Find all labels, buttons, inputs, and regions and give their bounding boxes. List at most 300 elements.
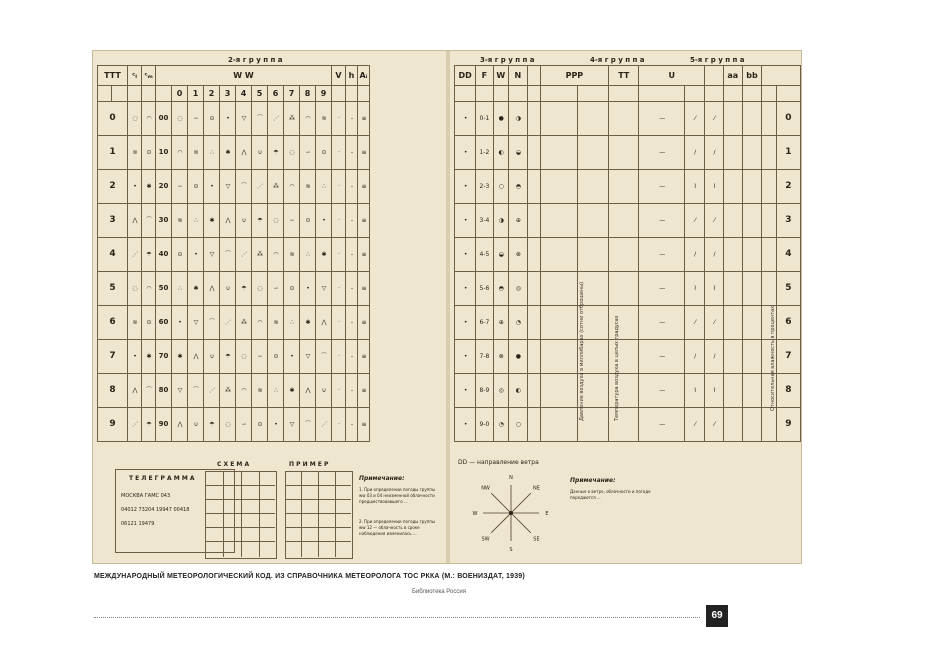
header-cell [527, 66, 540, 86]
compass-spoke [511, 493, 531, 513]
visibility-cell: - [346, 306, 358, 340]
weather-cell: ⊗ [493, 340, 508, 374]
weather-symbol-cell: ∪ [188, 408, 204, 442]
ww-code-cell: 50 [156, 272, 172, 306]
cloud-symbol-cell: ✱ [142, 340, 156, 374]
header-cell [723, 86, 742, 102]
cloud-symbol-cell: ✱ [142, 170, 156, 204]
cloud-amount-cell: ◑ [508, 102, 527, 136]
grid-line [335, 471, 336, 557]
figure-caption: МЕЖДУНАРОДНЫЙ МЕТЕОРОЛОГИЧЕСКИЙ КОД. ИЗ СПРАВОЧНИКА МЕТЕОРОЛОГА ТОС РККА (М.: ВОЕНИЗДАТ, 1939) [94, 573, 525, 580]
tendency-cell: ∕ [685, 136, 705, 170]
tendency-cell: ∕ [685, 340, 705, 374]
visibility-cell: ≡ [358, 306, 370, 340]
compass-spoke [491, 513, 511, 533]
header-cell [156, 86, 172, 102]
weather-symbol-cell: ◠ [236, 374, 252, 408]
weather-symbol-cell: ∽ [188, 102, 204, 136]
ww-code-cell: 00 [156, 102, 172, 136]
weather-symbol-cell: ⌒ [204, 306, 220, 340]
grid-line [301, 471, 302, 557]
vertical-note: Давление воздуха в миллибарах (сотни отброшены) [579, 281, 585, 421]
row-number: 1 [98, 136, 128, 170]
weather-symbol-cell: ≋ [284, 238, 300, 272]
weather-symbol-cell: • [300, 272, 316, 306]
header-cell: W [493, 66, 508, 86]
page-number: 69 [706, 605, 728, 627]
header-cell [742, 86, 761, 102]
visibility-cell: - [346, 170, 358, 204]
weather-symbol-cell: ⊙ [252, 408, 268, 442]
compass-spoke [491, 493, 511, 513]
tendency-cell: ⁄ [685, 204, 705, 238]
cloud-symbol-cell: ⊙ [142, 306, 156, 340]
digit-header: 1 [188, 86, 204, 102]
grid-line [318, 471, 319, 557]
weather-symbol-cell: ✱ [172, 340, 188, 374]
image-credit: Библиотека Россия [412, 589, 466, 595]
weather-symbol-cell: ⋀ [188, 340, 204, 374]
digit-header: 4 [236, 86, 252, 102]
ww-code-cell: 20 [156, 170, 172, 204]
tendency-cell: ∕ [685, 238, 705, 272]
weather-symbol-cell: ∽ [300, 136, 316, 170]
digit-header: 2 [204, 86, 220, 102]
header-cell [577, 86, 609, 102]
cloud-symbol-cell: ◠ [142, 102, 156, 136]
grid-line [205, 485, 275, 486]
tendency-cell: ⁄ [685, 306, 705, 340]
weather-symbol-cell: ▽ [188, 306, 204, 340]
compass-label: W [472, 511, 478, 517]
wind-speed-cell: 6-7 [476, 306, 493, 340]
code-cell [527, 170, 540, 204]
compass-label: N [509, 475, 513, 481]
weather-symbol-cell: ⌒ [220, 238, 236, 272]
weather-cell: ⊕ [493, 306, 508, 340]
example-title: П Р И М Е Р [289, 461, 329, 468]
tendency-cell: ⌇ [685, 170, 705, 204]
weather-symbol-cell: • [316, 204, 332, 238]
weather-symbol-cell: ⋰ [204, 374, 220, 408]
visibility-cell: · [332, 272, 346, 306]
weather-symbol-cell: ⁂ [268, 170, 284, 204]
code-cell [540, 340, 577, 374]
notes-title: Примечание: [359, 475, 405, 482]
weather-symbol-cell: ⋀ [236, 136, 252, 170]
visibility-cell: - [346, 238, 358, 272]
wind-speed-cell: 3-4 [476, 204, 493, 238]
wind-speed-cell: 2-3 [476, 170, 493, 204]
weather-symbol-cell: ◌ [172, 102, 188, 136]
weather-symbol-cell: ∪ [220, 272, 236, 306]
weather-symbol-cell: ⋀ [220, 204, 236, 238]
book-spread [92, 50, 802, 564]
row-number: 6 [98, 306, 128, 340]
weather-symbol-cell: ☂ [204, 408, 220, 442]
weather-symbol-cell: ◌ [220, 408, 236, 442]
humidity-cell: — [639, 340, 685, 374]
weather-symbol-cell: ∴ [284, 306, 300, 340]
compass-label: NW [481, 485, 490, 492]
weather-symbol-cell: ≋ [252, 374, 268, 408]
wind-speed-cell: 1-2 [476, 136, 493, 170]
cloud-amount-cell: ◎ [508, 272, 527, 306]
header-cell: DD [455, 66, 476, 86]
tendency-cell: ∕ [705, 340, 723, 374]
tendency-cell: ⁄ [705, 408, 723, 442]
weather-symbol-cell: ∽ [268, 272, 284, 306]
cloud-symbol-cell: ⋀ [128, 374, 142, 408]
header-cell [705, 66, 723, 86]
compass-center [509, 511, 513, 515]
weather-symbol-cell: ∪ [236, 204, 252, 238]
wind-dir-cell: • [455, 136, 476, 170]
wind-dir-cell: • [455, 272, 476, 306]
header-cell: W W [156, 66, 332, 86]
wind-dir-cell: • [455, 340, 476, 374]
cloud-symbol-cell: ⌒ [142, 374, 156, 408]
weather-cell: ◐ [493, 136, 508, 170]
scheme-title: С Х Е М А [217, 461, 250, 468]
header-cell: V [332, 66, 346, 86]
weather-symbol-cell: ◠ [172, 136, 188, 170]
header-cell: U [639, 66, 705, 86]
vertical-note: Относительная влажность в процентах [770, 305, 776, 411]
wind-rose-diagram [456, 471, 566, 551]
row-number: 7 [98, 340, 128, 374]
weather-symbol-cell: ∪ [252, 136, 268, 170]
notes-title: Примечание: [570, 477, 616, 484]
weather-symbol-cell: ⁂ [236, 306, 252, 340]
compass-label: E [545, 511, 549, 517]
weather-symbol-cell: • [284, 340, 300, 374]
row-number: 7 [776, 340, 800, 374]
code-cell [527, 238, 540, 272]
code-cell [527, 340, 540, 374]
code-cell [742, 272, 761, 306]
tendency-cell: ⁄ [705, 306, 723, 340]
row-number: 6 [776, 306, 800, 340]
visibility-cell: ≡ [358, 272, 370, 306]
code-cell [540, 102, 577, 136]
row-number: 4 [98, 238, 128, 272]
cloud-amount-cell: ○ [508, 408, 527, 442]
weather-symbol-cell: ∽ [284, 204, 300, 238]
grid-line [205, 513, 275, 514]
weather-symbol-cell: ◠ [268, 238, 284, 272]
tendency-cell: ⁄ [685, 102, 705, 136]
tendency-cell: ⁄ [705, 204, 723, 238]
row-number: 8 [776, 374, 800, 408]
wind-dir-cell: • [455, 408, 476, 442]
weather-symbol-cell: ✱ [316, 238, 332, 272]
weather-symbol-cell: ✱ [300, 306, 316, 340]
humidity-cell: — [639, 204, 685, 238]
wind-dir-cell: • [455, 204, 476, 238]
tendency-cell: ⌇ [705, 374, 723, 408]
digit-header: 6 [268, 86, 284, 102]
grid-line [205, 541, 275, 542]
humidity-cell: — [639, 374, 685, 408]
ww-code-cell: 30 [156, 204, 172, 238]
weather-symbol-cell: ☂ [268, 136, 284, 170]
header-cell [508, 86, 527, 102]
cloud-symbol-cell: ⊙ [142, 136, 156, 170]
digit-header: 0 [172, 86, 188, 102]
code-table-left [97, 65, 370, 442]
row-number: 9 [98, 408, 128, 442]
weather-symbol-cell: ⊙ [316, 136, 332, 170]
row-number: 5 [776, 272, 800, 306]
cloud-amount-cell: ◐ [508, 374, 527, 408]
digit-header: 3 [220, 86, 236, 102]
code-cell [742, 136, 761, 170]
code-cell [742, 102, 761, 136]
visibility-cell: · [332, 238, 346, 272]
digit-header: 9 [316, 86, 332, 102]
row-number: 8 [98, 374, 128, 408]
header-cell [493, 86, 508, 102]
weather-symbol-cell: ⁂ [220, 374, 236, 408]
cloud-symbol-cell: ◠ [142, 272, 156, 306]
code-cell [723, 238, 742, 272]
weather-symbol-cell: ⊙ [284, 272, 300, 306]
header-cell [358, 86, 370, 102]
weather-symbol-cell: ⋰ [236, 238, 252, 272]
weather-symbol-cell: ✱ [220, 136, 236, 170]
cloud-amount-cell: ◒ [508, 136, 527, 170]
weather-symbol-cell: ▽ [172, 374, 188, 408]
weather-cell: ◒ [493, 238, 508, 272]
code-cell [540, 306, 577, 340]
weather-symbol-cell: ◌ [268, 204, 284, 238]
humidity-cell: — [639, 170, 685, 204]
weather-symbol-cell: ⊙ [172, 238, 188, 272]
header-cell [476, 86, 493, 102]
weather-symbol-cell: ∴ [316, 170, 332, 204]
visibility-cell: · [332, 374, 346, 408]
cloud-symbol-cell: ☂ [142, 408, 156, 442]
visibility-cell: - [346, 136, 358, 170]
wind-speed-cell: 4-5 [476, 238, 493, 272]
header-cell [332, 86, 346, 102]
visibility-cell: · [332, 136, 346, 170]
visibility-cell: ≡ [358, 204, 370, 238]
weather-cell: ◔ [493, 408, 508, 442]
cloud-amount-cell: ◔ [508, 306, 527, 340]
header-cell [455, 86, 476, 102]
weather-symbol-cell: ⋀ [172, 408, 188, 442]
header-cell: bb [742, 66, 761, 86]
left-page [93, 51, 446, 563]
header-cell [98, 86, 112, 102]
weather-symbol-cell: ▽ [220, 170, 236, 204]
row-number: 0 [98, 102, 128, 136]
header-cell [639, 86, 685, 102]
header-cell [762, 66, 801, 86]
grid-line [241, 471, 242, 557]
weather-symbol-cell: ≋ [268, 306, 284, 340]
header-cell [609, 86, 639, 102]
code-cell [527, 102, 540, 136]
cloud-symbol-cell: ◌ [128, 102, 142, 136]
weather-symbol-cell: ⊙ [268, 340, 284, 374]
code-cell [540, 136, 577, 170]
weather-symbol-cell: ∴ [268, 374, 284, 408]
row-number: 4 [776, 238, 800, 272]
visibility-cell: · [332, 102, 346, 136]
code-cell [723, 408, 742, 442]
code-cell [723, 102, 742, 136]
code-cell [723, 204, 742, 238]
telegram-line: МОСКВА ГАМС 043 [121, 493, 171, 499]
weather-symbol-cell: • [220, 102, 236, 136]
compass-label: SW [481, 536, 490, 543]
weather-cell: ○ [493, 170, 508, 204]
header-cell: h [346, 66, 358, 86]
ww-code-cell: 90 [156, 408, 172, 442]
telegram-title: Т Е Л Е Г Р А М М А [129, 475, 195, 482]
cloud-symbol-cell: ≋ [128, 306, 142, 340]
code-cell [527, 272, 540, 306]
weather-symbol-cell: ⌒ [300, 408, 316, 442]
code-cell [527, 408, 540, 442]
header-cell [540, 86, 577, 102]
header-cell: ᶜₗ [128, 66, 142, 86]
humidity-cell: — [639, 272, 685, 306]
ww-code-cell: 80 [156, 374, 172, 408]
cloud-symbol-cell: • [128, 170, 142, 204]
weather-symbol-cell: ⌒ [316, 340, 332, 374]
weather-symbol-cell: ∪ [204, 340, 220, 374]
code-cell [723, 340, 742, 374]
header-cell [527, 86, 540, 102]
visibility-cell: · [332, 340, 346, 374]
notes-text: 2. При определении погоды группы ww 12 — облачность в сроке наблюдения изменилась ... [359, 519, 436, 536]
cloud-symbol-cell: ⋀ [128, 204, 142, 238]
code-cell [742, 238, 761, 272]
cloud-symbol-cell: ⋰ [128, 238, 142, 272]
cloud-symbol-cell: ⌒ [142, 204, 156, 238]
code-cell [527, 306, 540, 340]
right-page [450, 51, 801, 563]
row-number: 2 [776, 170, 800, 204]
cloud-amount-cell: ● [508, 340, 527, 374]
weather-symbol-cell: ⁂ [284, 102, 300, 136]
row-number: 1 [776, 136, 800, 170]
code-cell [527, 136, 540, 170]
weather-symbol-cell: ⊙ [204, 102, 220, 136]
weather-symbol-cell: ⋀ [316, 306, 332, 340]
wind-dir-cell: • [455, 102, 476, 136]
ww-code-cell: 60 [156, 306, 172, 340]
visibility-cell: ≡ [358, 340, 370, 374]
weather-symbol-cell: ∴ [300, 238, 316, 272]
header-cell: PPP [540, 66, 609, 86]
weather-cell: ◑ [493, 204, 508, 238]
group-title: 2-я г р у п п а [228, 56, 283, 64]
grid-line [259, 471, 260, 557]
digit-header: 7 [284, 86, 300, 102]
group-title: 4-я г р у п п а [590, 56, 645, 64]
weather-symbol-cell: ⋰ [316, 408, 332, 442]
tendency-cell: ∕ [705, 238, 723, 272]
visibility-cell: ≡ [358, 238, 370, 272]
weather-symbol-cell: • [204, 170, 220, 204]
visibility-cell: ≡ [358, 374, 370, 408]
header-cell: Aᵢ [358, 66, 370, 86]
weather-symbol-cell: ≋ [188, 136, 204, 170]
tendency-cell: ⌇ [685, 374, 705, 408]
grid-line [205, 527, 275, 528]
weather-symbol-cell: ∽ [236, 408, 252, 442]
visibility-cell: ≡ [358, 102, 370, 136]
humidity-cell: — [639, 136, 685, 170]
dotted-rule [94, 617, 700, 618]
weather-symbol-cell: ⋰ [252, 170, 268, 204]
code-cell [527, 374, 540, 408]
weather-symbol-cell: ◠ [284, 170, 300, 204]
visibility-cell: · [332, 306, 346, 340]
weather-symbol-cell: ◠ [300, 102, 316, 136]
header-cell [346, 86, 358, 102]
cloud-amount-cell: ⊗ [508, 238, 527, 272]
humidity-cell: — [639, 102, 685, 136]
digit-header: 5 [252, 86, 268, 102]
weather-cell: ◎ [493, 374, 508, 408]
weather-symbol-cell: ∽ [252, 340, 268, 374]
visibility-cell: - [346, 408, 358, 442]
code-cell [742, 306, 761, 340]
cloud-symbol-cell: ⋰ [128, 408, 142, 442]
weather-symbol-cell: ∪ [316, 374, 332, 408]
weather-symbol-cell: ▽ [316, 272, 332, 306]
code-cell [742, 374, 761, 408]
weather-symbol-cell: ✱ [284, 374, 300, 408]
weather-symbol-cell: ∴ [204, 136, 220, 170]
tendency-cell: ⌇ [705, 170, 723, 204]
cloud-symbol-cell: ☂ [142, 238, 156, 272]
visibility-cell: ≡ [358, 170, 370, 204]
vertical-note: Температура воздуха в целых градусах [614, 315, 620, 421]
visibility-cell: · [332, 204, 346, 238]
weather-symbol-cell: ⋀ [204, 272, 220, 306]
tendency-cell: ⌇ [705, 272, 723, 306]
weather-symbol-cell: ✱ [204, 204, 220, 238]
weather-cell: ◓ [493, 272, 508, 306]
weather-symbol-cell: ☂ [236, 272, 252, 306]
weather-symbol-cell: ◌ [236, 340, 252, 374]
code-cell [540, 170, 577, 204]
dd-note: DD — направление ветра [458, 459, 539, 466]
wind-dir-cell: • [455, 306, 476, 340]
visibility-cell: - [346, 374, 358, 408]
grid-line [223, 471, 224, 557]
compass-label: NE [533, 485, 540, 492]
wind-speed-cell: 0-1 [476, 102, 493, 136]
code-cell [742, 408, 761, 442]
wind-speed-cell: 7-8 [476, 340, 493, 374]
group-title: 3-я г р у п п а [480, 56, 535, 64]
visibility-cell: ≡ [358, 136, 370, 170]
header-cell [762, 86, 777, 102]
weather-symbol-cell: ∴ [172, 272, 188, 306]
code-cell [742, 340, 761, 374]
weather-symbol-cell: ⁂ [252, 238, 268, 272]
wind-dir-cell: • [455, 238, 476, 272]
code-cell [723, 306, 742, 340]
